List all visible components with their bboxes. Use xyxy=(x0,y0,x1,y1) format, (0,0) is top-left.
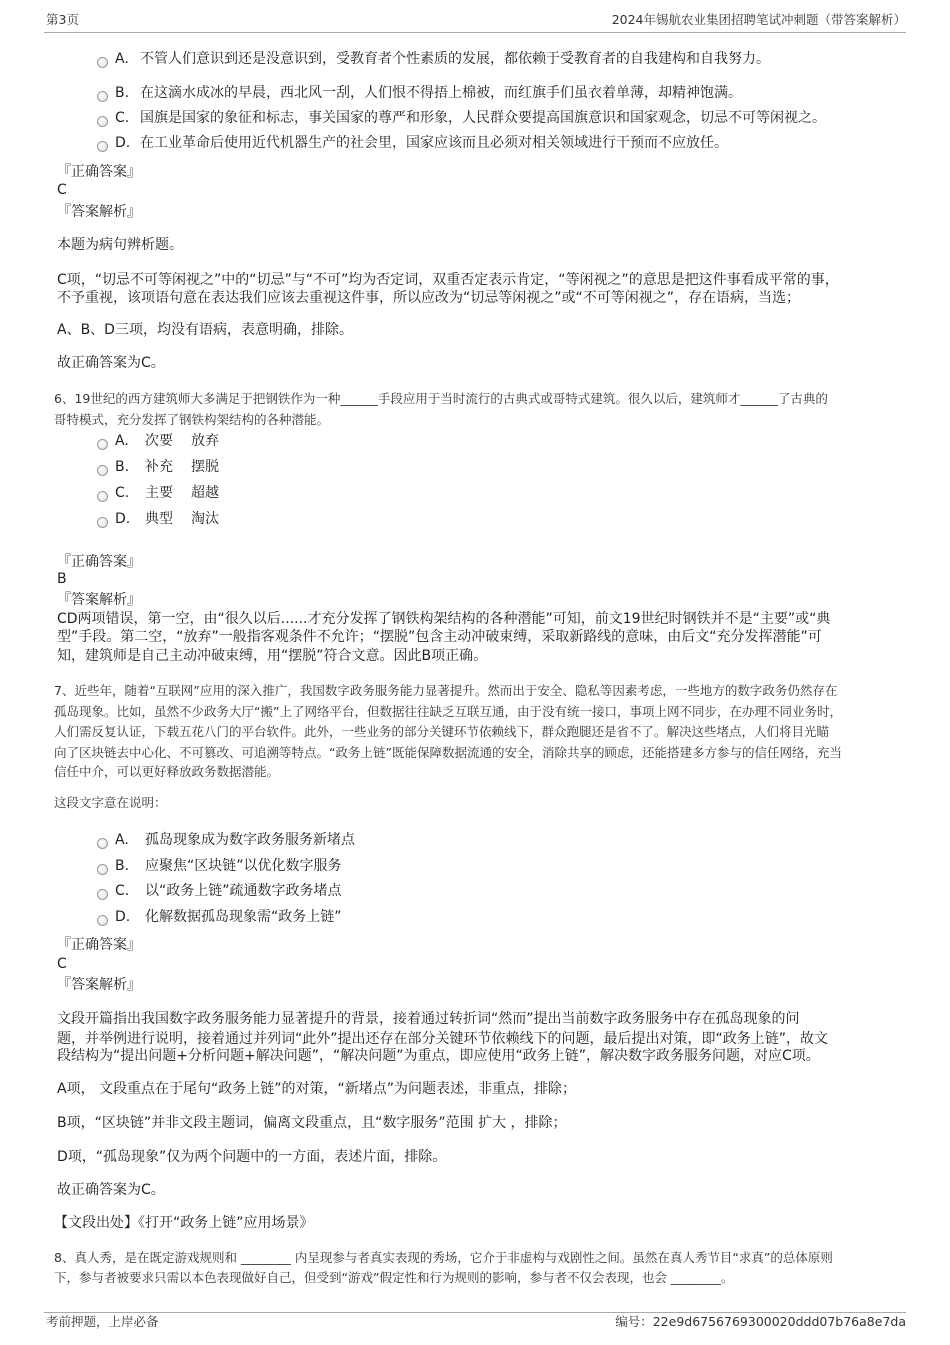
header-divider xyxy=(44,32,906,33)
radio-button[interactable] xyxy=(97,915,108,926)
option-letter: C. xyxy=(115,110,130,126)
analysis-line: A、B、D三项，均没有语病，表意明确，排除。 xyxy=(57,322,353,338)
option-c[interactable] xyxy=(115,484,219,502)
option-letter: B. xyxy=(115,85,130,101)
option-d[interactable] xyxy=(115,510,219,528)
option-letter: B. xyxy=(115,858,130,874)
page-number: 第3页 xyxy=(46,12,79,27)
option-text: 化解数据孤岛现象需“政务上链” xyxy=(145,909,342,925)
analysis-label: 『答案解析』 xyxy=(57,592,141,608)
radio-button[interactable] xyxy=(97,116,108,127)
option-letter: D. xyxy=(115,511,131,527)
question-stem: 下，参与者被要求只需以本色表现做好自己，但受到“游戏”假定性和行为规则的影响，参与者不仅会表现，也会 ________。 xyxy=(54,1270,734,1285)
option-letter: B. xyxy=(115,459,130,475)
option-letter: A. xyxy=(115,832,129,848)
analysis-line: C项，“切忌不可等闲视之”中的“切忌”与“不可”均为否定词，双重否定表示肯定，“等闲视之”的意思是把这件事看成平常的事， xyxy=(57,272,839,288)
option-text: 孤岛现象成为数字政务服务新堵点 xyxy=(145,832,355,848)
option-c[interactable] xyxy=(115,882,342,900)
radio-button[interactable] xyxy=(97,57,108,68)
option-word: 补充 xyxy=(145,459,173,475)
question-stem: 向了区块链去中心化、不可篡改、可追溯等特点。“政务上链”既能保障数据流通的安全，消除共享的顾虑，还能搭建多方参与的信任网络，充当 xyxy=(54,745,842,760)
option-b[interactable] xyxy=(115,857,342,875)
analysis-line: 题，并举例进行说明，接着通过并列词“此外”提出还存在部分关键环节依赖线下的问题，最后提出对策，即“政务上链”，故文 xyxy=(57,1031,829,1047)
option-a[interactable] xyxy=(115,432,219,450)
question-stem: 人们需反复认证，下载五花八门的平台软件。此外，一些业务的部分关键环节依赖线下，群众跑腿还是省不了。解决这些堵点，人们将目光瞄 xyxy=(54,724,830,739)
analysis-line: 故正确答案为C。 xyxy=(57,1182,165,1198)
question-stem: 信任中介，可以更好释放政务数据潜能。 xyxy=(54,764,280,779)
option-b[interactable] xyxy=(115,458,219,476)
question-stem: 6、19世纪的西方建筑师大多满足于把钢铁作为一种______手段应用于当时流行的古典式或哥特式建筑。很久以后，建筑师才______了古典的 xyxy=(54,391,828,406)
analysis-line: 知，建筑师是自己主动冲破束缚，用“摆脱”符合文意。因此B项正确。 xyxy=(57,648,488,664)
option-text: 不管人们意识到还是没意识到，受教育者个性素质的发展，都依赖于受教育者的自我建构和自我努力。 xyxy=(140,51,770,67)
option-a[interactable] xyxy=(115,50,770,68)
answer-value: B xyxy=(57,571,67,587)
analysis-line: 本题为病句辨析题。 xyxy=(57,237,183,253)
question-stem: 孤岛现象。比如，虽然不少政务大厅“搬”上了网络平台，但数据往往缺乏互联互通，由于没有统一接口，事项上网不同步，在办理不同业务时， xyxy=(54,704,842,719)
question-stem: 7、近些年，随着“互联网”应用的深入推广，我国数字政务服务能力显著提升。然而出于安全、隐私等因素考虑，一些地方的数字政务仍然存在 xyxy=(54,683,838,698)
option-letter: C. xyxy=(115,883,130,899)
analysis-line: 段结构为“提出问题+分析问题+解决问题”，“解决问题”为重点，即应使用“政务上链”，解决数字政务服务问题，对应C项。 xyxy=(57,1048,820,1064)
radio-button[interactable] xyxy=(97,465,108,476)
option-letter: D. xyxy=(115,135,131,151)
analysis-label: 『答案解析』 xyxy=(57,977,141,993)
option-text: 应聚焦“区块链”以优化数字服务 xyxy=(145,858,342,874)
analysis-line: 文段开篇指出我国数字政务服务能力显著提升的背景，接着通过转折词“然而”提出当前数字政务服务中存在孤岛现象的问 xyxy=(57,1011,800,1027)
radio-button[interactable] xyxy=(97,439,108,450)
option-word: 放弃 xyxy=(191,433,219,449)
analysis-line: D项，“孤岛现象”仅为两个问题中的一方面，表述片面，排除。 xyxy=(57,1149,447,1165)
document-id-label: 编号： xyxy=(615,1314,653,1329)
option-word: 次要 xyxy=(145,433,173,449)
radio-button[interactable] xyxy=(97,517,108,528)
radio-button[interactable] xyxy=(97,838,108,849)
option-letter: A. xyxy=(115,51,129,67)
answer-label: 『正确答案』 xyxy=(57,937,141,953)
option-text: 国旗是国家的象征和标志，事关国家的尊严和形象，人民群众要提高国旗意识和国家观念，切忌不可等闲视之。 xyxy=(140,110,826,126)
text-source: 【文段出处】《打开“政务上链”应用场景》 xyxy=(54,1215,314,1231)
document-title: 2024年锡航农业集团招聘笔试冲刺题（带答案解析） xyxy=(611,12,906,27)
option-word: 摆脱 xyxy=(191,459,219,475)
radio-button[interactable] xyxy=(97,141,108,152)
option-a[interactable] xyxy=(115,831,355,849)
option-word: 主要 xyxy=(145,485,173,501)
document-id-value: 22e9d6756769300020ddd07b76a8e7da xyxy=(652,1314,906,1329)
option-c[interactable] xyxy=(115,109,826,127)
answer-label: 『正确答案』 xyxy=(57,164,141,180)
option-text: 在这滴水成冰的早晨，西北风一刮，人们恨不得捂上棉被，而红旗手们虽衣着单薄，却精神饱满。 xyxy=(140,85,742,101)
analysis-line: 不予重视，该项语句意在表达我们应该去重视这件事，所以应改为“切忌等闲视之”或“不可等闲视之”，存在语病，当选； xyxy=(57,290,801,306)
option-word: 典型 xyxy=(145,511,173,527)
question-stem: 哥特模式，充分发挥了钢铁构架结构的各种潜能。 xyxy=(54,412,330,427)
question-stem: 8、真人秀，是在既定游戏规则和 ________ 内呈现参与者真实表现的秀场，它介于非虚构与戏剧性之间。虽然在真人秀节目“求真”的总体原则 xyxy=(54,1250,833,1265)
radio-button[interactable] xyxy=(97,91,108,102)
analysis-line: B项，“区块链”并非文段主题词，偏离文段重点，且“数字服务”范围 扩大 ，排除； xyxy=(57,1115,567,1131)
analysis-label: 『答案解析』 xyxy=(57,204,141,220)
footer-slogan: 考前押题，上岸必备 xyxy=(46,1314,159,1329)
option-letter: A. xyxy=(115,433,129,449)
option-word: 淘汰 xyxy=(191,511,219,527)
option-word: 超越 xyxy=(191,485,219,501)
analysis-line: 故正确答案为C。 xyxy=(57,355,165,371)
option-text: 以“政务上链”疏通数字政务堵点 xyxy=(145,883,342,899)
radio-button[interactable] xyxy=(97,864,108,875)
document-id xyxy=(615,1313,906,1331)
option-text: 在工业革命后使用近代机器生产的社会里，国家应该而且必须对相关领域进行干预而不应放任。 xyxy=(140,135,728,151)
answer-value: C xyxy=(57,182,67,198)
analysis-line: 型”手段。第二空，“放弃”一般指客观条件不允许；“摆脱”包含主动冲破束缚，采取新路线的意味，由后文“充分发挥潜能”可 xyxy=(57,629,822,645)
option-d[interactable] xyxy=(115,134,728,152)
radio-button[interactable] xyxy=(97,491,108,502)
answer-value: C xyxy=(57,956,67,972)
option-letter: C. xyxy=(115,485,130,501)
option-letter: D. xyxy=(115,909,131,925)
answer-label: 『正确答案』 xyxy=(57,554,141,570)
option-b[interactable] xyxy=(115,84,742,102)
analysis-line: CD两项错误，第一空，由“很久以后......才充分发挥了钢铁构架结构的各种潜能”可知，前文19世纪时钢铁并不是“主要”或“典 xyxy=(57,611,831,627)
question-prompt: 这段文字意在说明： xyxy=(54,795,167,810)
radio-button[interactable] xyxy=(97,889,108,900)
analysis-line: A项， 文段重点在于尾句“政务上链”的对策，“新堵点”为问题表述，非重点，排除； xyxy=(57,1081,577,1097)
option-d[interactable] xyxy=(115,908,342,926)
